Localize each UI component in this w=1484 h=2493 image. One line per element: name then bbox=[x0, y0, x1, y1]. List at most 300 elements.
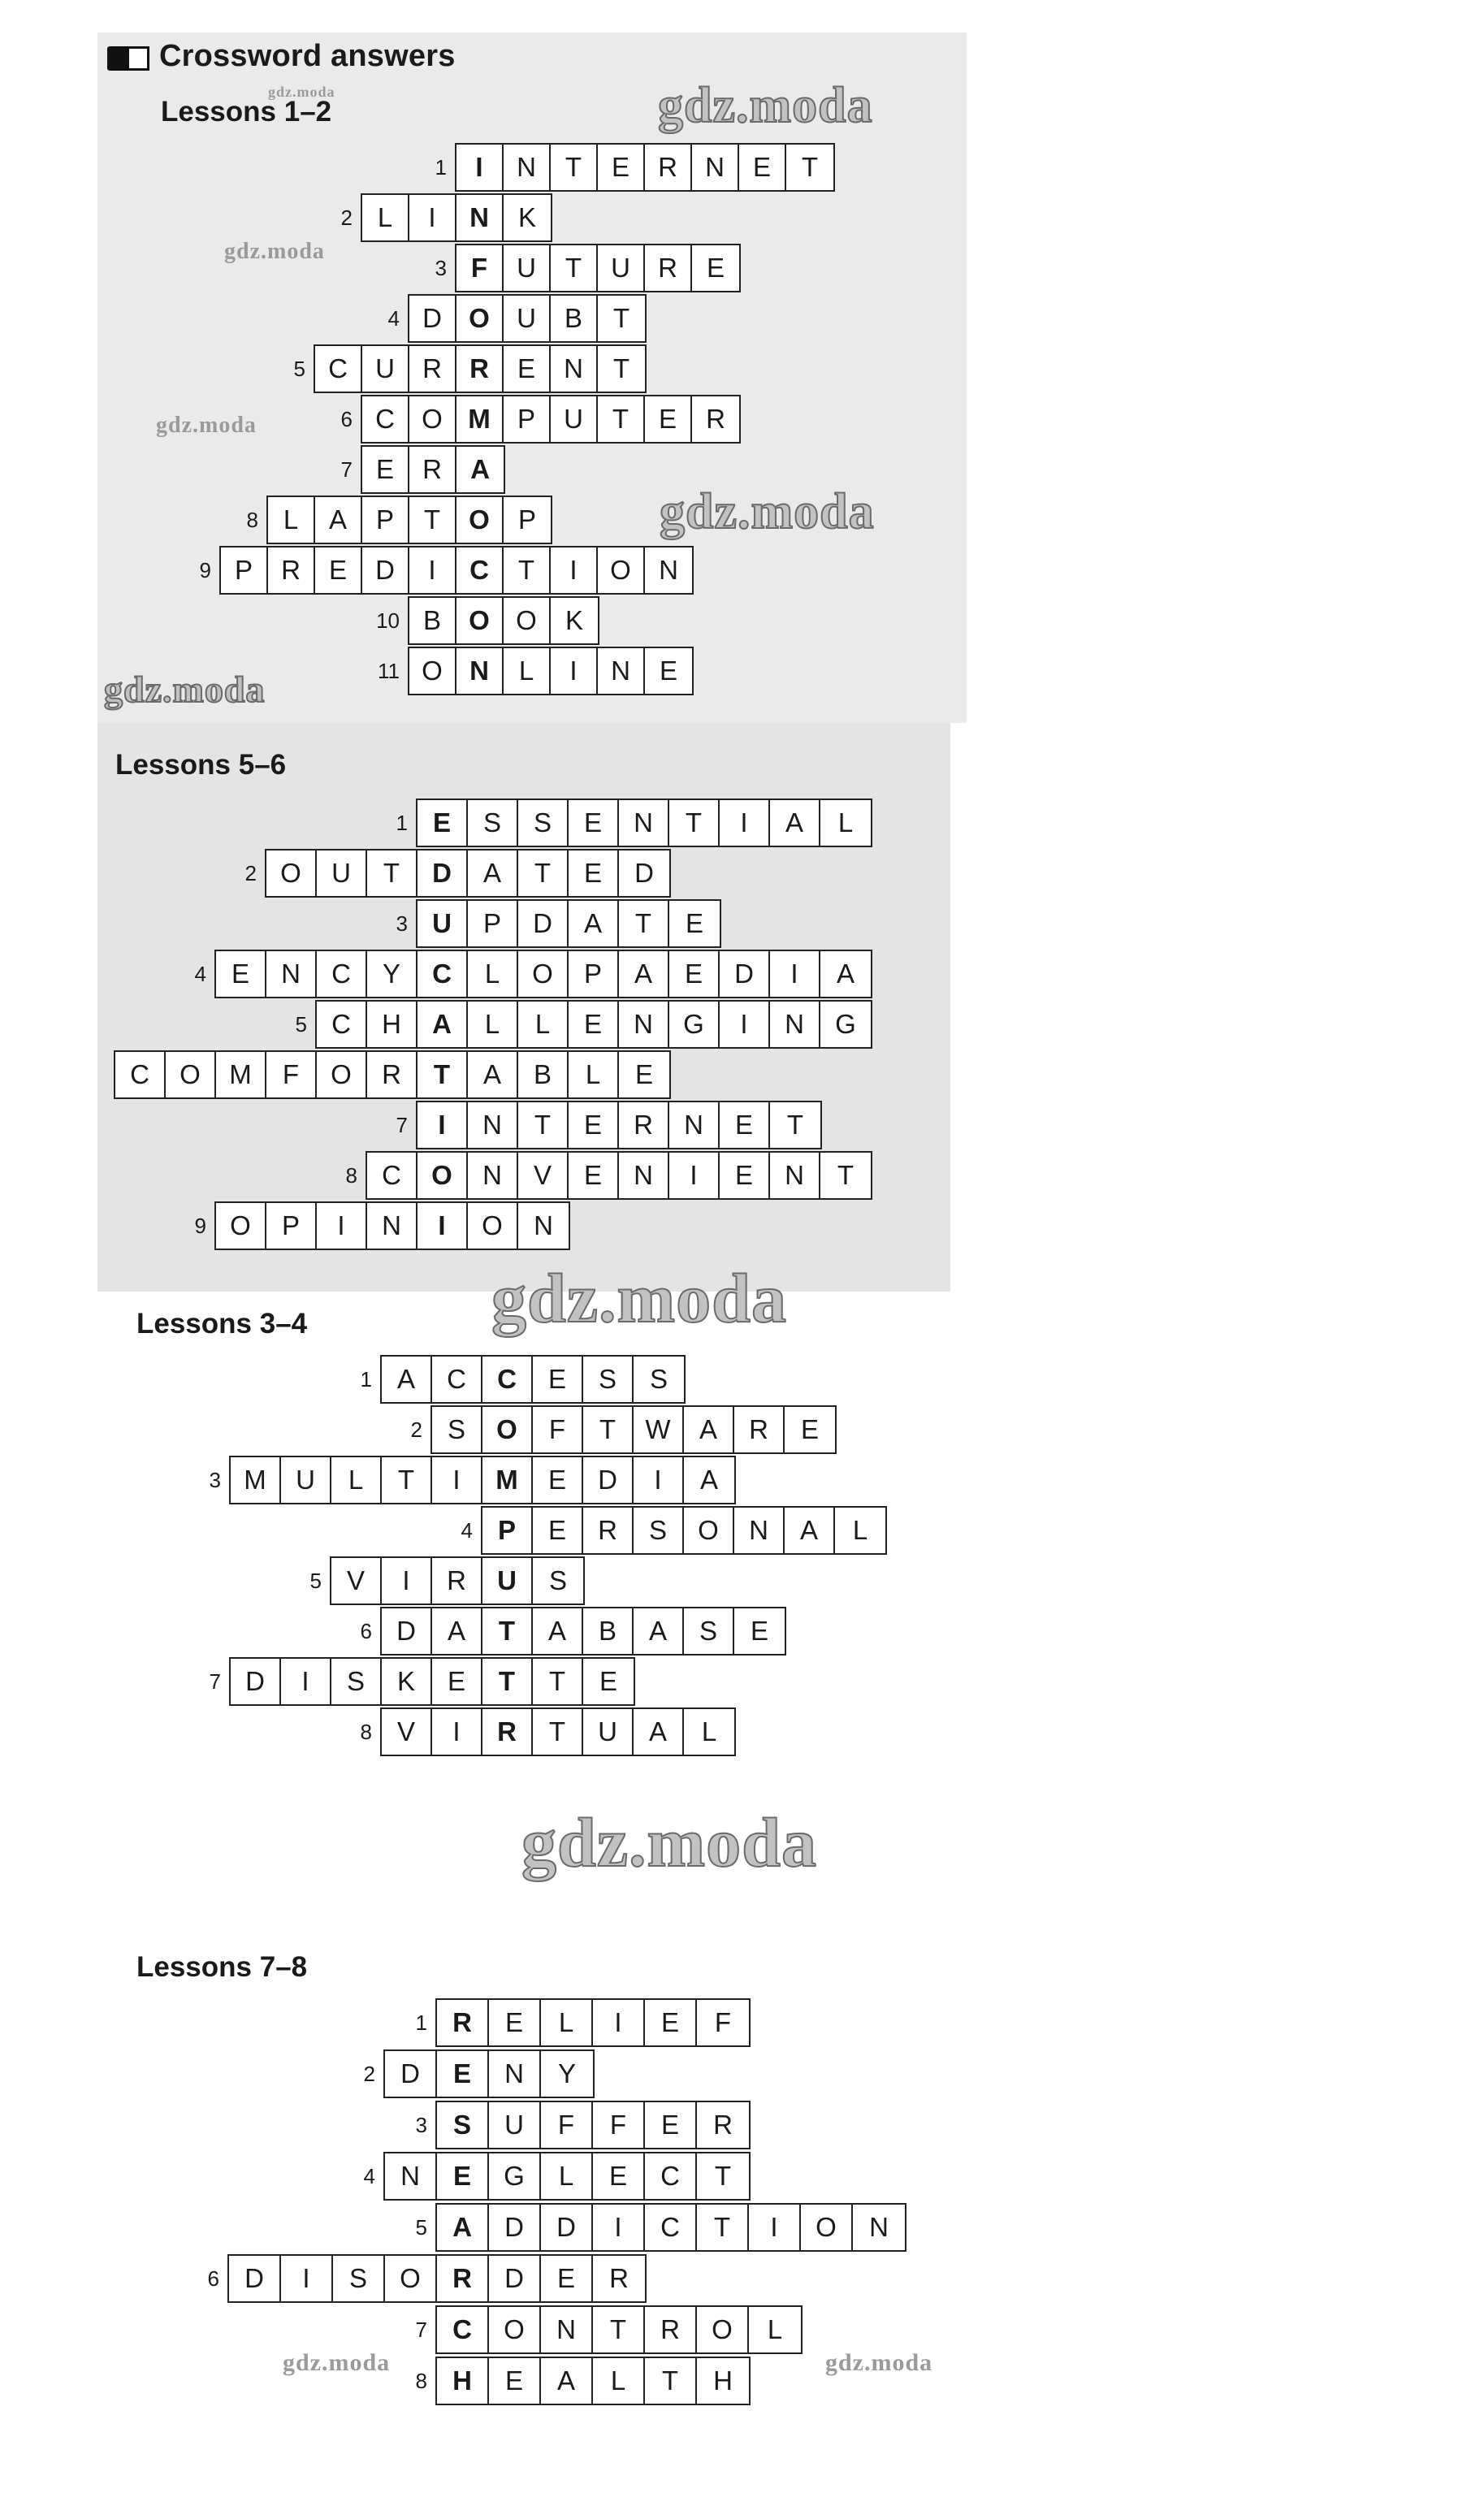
letter-cell: I bbox=[432, 1709, 482, 1755]
answer-cells bbox=[361, 445, 505, 494]
key-letter-cell: T bbox=[482, 1659, 533, 1704]
letter-cell: D bbox=[409, 296, 456, 341]
clue-number: 3 bbox=[435, 255, 447, 280]
letter-cell: T bbox=[598, 346, 645, 392]
clue-number: 1 bbox=[360, 1366, 372, 1391]
puzzle-title: Lessons 1–2 bbox=[161, 96, 332, 128]
key-letter-cell: D bbox=[418, 850, 468, 896]
letter-cell: T bbox=[770, 1102, 820, 1148]
answer-cells bbox=[435, 2357, 751, 2405]
letter-cell: E bbox=[785, 1407, 835, 1452]
key-letter-cell: F bbox=[456, 245, 504, 291]
letter-cell: U bbox=[317, 850, 367, 896]
letter-cell: E bbox=[489, 2000, 541, 2045]
crossword-row bbox=[294, 1556, 585, 1605]
letter-cell: A bbox=[770, 800, 820, 846]
crossword-row bbox=[344, 1707, 736, 1756]
watermark: gdz.moda bbox=[268, 84, 335, 100]
crossword-row bbox=[395, 1405, 837, 1454]
crossword-row bbox=[344, 1607, 786, 1656]
letter-cell: I bbox=[551, 648, 598, 694]
letter-cell: D bbox=[385, 2051, 437, 2097]
letter-cell: A bbox=[684, 1457, 734, 1503]
letter-cell: P bbox=[569, 951, 619, 997]
letter-cell: E bbox=[541, 2256, 593, 2301]
answer-cells bbox=[214, 950, 872, 998]
letter-cell: K bbox=[504, 195, 551, 240]
crossword-row bbox=[78, 1050, 671, 1099]
letter-cell: L bbox=[569, 1052, 619, 1097]
letter-cell: E bbox=[533, 1508, 583, 1553]
letter-cell: O bbox=[684, 1508, 734, 1553]
letter-cell: E bbox=[569, 800, 619, 846]
watermark: gdz.moda bbox=[660, 484, 875, 539]
letter-cell: I bbox=[551, 548, 598, 593]
letter-cell: T bbox=[697, 2153, 749, 2199]
letter-cell: D bbox=[229, 2256, 281, 2301]
crossword-row bbox=[372, 596, 599, 645]
watermark: gdz.moda bbox=[104, 669, 266, 710]
answer-cells bbox=[416, 1101, 822, 1149]
letter-cell: L bbox=[362, 195, 409, 240]
crossword-row bbox=[445, 1506, 887, 1555]
letter-cell: G bbox=[669, 1002, 720, 1047]
letter-cell: N bbox=[619, 1002, 669, 1047]
letter-cell: A bbox=[432, 1608, 482, 1654]
letter-cell: I bbox=[593, 2000, 645, 2045]
letter-cell: E bbox=[669, 951, 720, 997]
key-letter-cell: M bbox=[456, 396, 504, 442]
letter-cell: D bbox=[382, 1608, 432, 1654]
letter-cell: T bbox=[533, 1709, 583, 1755]
letter-cell: T bbox=[409, 497, 456, 543]
page-title: Crossword answers bbox=[159, 39, 456, 73]
letter-cell: T bbox=[504, 548, 551, 593]
letter-cell: E bbox=[645, 2000, 697, 2045]
crossword-row bbox=[193, 1456, 736, 1504]
letter-cell: N bbox=[692, 145, 739, 190]
crossword-row bbox=[419, 244, 741, 292]
letter-cell: A bbox=[684, 1407, 734, 1452]
letter-cell: M bbox=[216, 1052, 266, 1097]
answer-cells bbox=[266, 496, 552, 544]
crossword-row bbox=[179, 950, 872, 998]
letter-cell: E bbox=[669, 901, 720, 946]
crossword-row bbox=[229, 849, 671, 898]
letter-cell: O bbox=[801, 2205, 853, 2250]
letter-cell: N bbox=[367, 1203, 418, 1249]
key-letter-cell: R bbox=[456, 346, 504, 392]
watermark: gdz.moda bbox=[521, 1803, 817, 1881]
letter-cell: C bbox=[645, 2153, 697, 2199]
letter-cell: D bbox=[720, 951, 770, 997]
letter-cell: A bbox=[820, 951, 871, 997]
letter-cell: E bbox=[739, 145, 786, 190]
letter-cell: L bbox=[331, 1457, 382, 1503]
crossword-row bbox=[348, 2152, 751, 2201]
letter-cell: I bbox=[720, 1002, 770, 1047]
letter-cell: T bbox=[583, 1407, 634, 1452]
letter-cell: T bbox=[518, 850, 569, 896]
key-letter-cell: O bbox=[456, 598, 504, 643]
answer-cells bbox=[229, 1657, 635, 1706]
crossword-row bbox=[380, 1101, 822, 1149]
letter-cell: O bbox=[409, 396, 456, 442]
crossword-row bbox=[372, 647, 694, 695]
letter-cell: E bbox=[734, 1608, 785, 1654]
key-letter-cell: E bbox=[437, 2153, 489, 2199]
letter-cell: L bbox=[684, 1709, 734, 1755]
letter-cell: V bbox=[518, 1153, 569, 1198]
clue-number: 8 bbox=[345, 1162, 357, 1188]
key-letter-cell: C bbox=[437, 2307, 489, 2352]
letter-cell: E bbox=[598, 145, 645, 190]
letter-cell: U bbox=[583, 1709, 634, 1755]
letter-cell: A bbox=[541, 2358, 593, 2404]
crossword-row bbox=[325, 395, 741, 444]
letter-cell: N bbox=[619, 1153, 669, 1198]
letter-cell: T bbox=[518, 1102, 569, 1148]
letter-cell: I bbox=[669, 1153, 720, 1198]
letter-cell: T bbox=[820, 1153, 871, 1198]
answer-cells bbox=[214, 1201, 570, 1250]
key-letter-cell: O bbox=[482, 1407, 533, 1452]
letter-cell: N bbox=[645, 548, 692, 593]
letter-cell: F bbox=[541, 2102, 593, 2148]
clue-number: 7 bbox=[209, 1668, 221, 1694]
letter-cell: A bbox=[468, 850, 518, 896]
letter-cell: S bbox=[333, 2256, 385, 2301]
letter-cell: I bbox=[281, 2256, 333, 2301]
letter-cell: E bbox=[569, 1102, 619, 1148]
answer-cells bbox=[380, 1355, 686, 1404]
watermark: gdz.moda bbox=[156, 413, 257, 438]
letter-cell: N bbox=[770, 1153, 820, 1198]
crossword-row bbox=[380, 799, 872, 847]
clue-number: 6 bbox=[360, 1618, 372, 1643]
clue-number: 2 bbox=[244, 860, 257, 885]
crossword-row bbox=[400, 2305, 803, 2354]
answer-cells bbox=[380, 1707, 736, 1756]
key-letter-cell: T bbox=[482, 1608, 533, 1654]
letter-cell: D bbox=[489, 2205, 541, 2250]
letter-cell: L bbox=[541, 2000, 593, 2045]
letter-cell: R bbox=[645, 145, 692, 190]
crossword-row bbox=[344, 1355, 686, 1404]
letter-cell: P bbox=[504, 497, 551, 543]
letter-cell: N bbox=[468, 1102, 518, 1148]
key-letter-cell: R bbox=[437, 2256, 489, 2301]
book-icon bbox=[107, 46, 148, 67]
letter-cell: A bbox=[569, 901, 619, 946]
letter-cell: A bbox=[315, 497, 362, 543]
key-letter-cell: I bbox=[456, 145, 504, 190]
letter-cell: A bbox=[533, 1608, 583, 1654]
key-letter-cell: E bbox=[437, 2051, 489, 2097]
letter-cell: C bbox=[115, 1052, 166, 1097]
letter-cell: T bbox=[786, 145, 833, 190]
letter-cell: D bbox=[231, 1659, 281, 1704]
clue-number: 1 bbox=[435, 154, 447, 180]
letter-cell: E bbox=[720, 1102, 770, 1148]
letter-cell: N bbox=[598, 648, 645, 694]
letter-cell: T bbox=[645, 2358, 697, 2404]
letter-cell: O bbox=[385, 2256, 437, 2301]
letter-cell: L bbox=[468, 951, 518, 997]
letter-cell: N bbox=[541, 2307, 593, 2352]
letter-cell: I bbox=[409, 548, 456, 593]
letter-cell: O bbox=[504, 598, 551, 643]
letter-cell: L bbox=[593, 2358, 645, 2404]
key-letter-cell: P bbox=[482, 1508, 533, 1553]
clue-number: 10 bbox=[376, 608, 400, 633]
letter-cell: E bbox=[432, 1659, 482, 1704]
letter-cell: D bbox=[362, 548, 409, 593]
answer-cells bbox=[383, 2049, 595, 2098]
key-letter-cell: H bbox=[437, 2358, 489, 2404]
letter-cell: G bbox=[820, 1002, 871, 1047]
letter-cell: N bbox=[468, 1153, 518, 1198]
letter-cell: C bbox=[315, 346, 362, 392]
letter-cell: O bbox=[166, 1052, 216, 1097]
letter-cell: S bbox=[583, 1357, 634, 1402]
key-letter-cell: R bbox=[482, 1709, 533, 1755]
letter-cell: F bbox=[697, 2000, 749, 2045]
letter-cell: U bbox=[598, 245, 645, 291]
answer-cells bbox=[455, 143, 835, 192]
letter-cell: R bbox=[619, 1102, 669, 1148]
clue-number: 2 bbox=[340, 205, 353, 230]
letter-cell: R bbox=[268, 548, 315, 593]
key-letter-cell: T bbox=[418, 1052, 468, 1097]
letter-cell: A bbox=[382, 1357, 432, 1402]
clue-number: 11 bbox=[378, 658, 400, 683]
letter-cell: I bbox=[409, 195, 456, 240]
clue-number: 4 bbox=[387, 305, 400, 331]
letter-cell: L bbox=[541, 2153, 593, 2199]
letter-cell: N bbox=[385, 2153, 437, 2199]
letter-cell: H bbox=[697, 2358, 749, 2404]
letter-cell: R bbox=[697, 2102, 749, 2148]
clue-number: 8 bbox=[360, 1719, 372, 1744]
clue-number: 2 bbox=[410, 1417, 422, 1442]
letter-cell: O bbox=[697, 2307, 749, 2352]
letter-cell: K bbox=[551, 598, 598, 643]
letter-cell: P bbox=[266, 1203, 317, 1249]
letter-cell: T bbox=[382, 1457, 432, 1503]
key-letter-cell: M bbox=[482, 1457, 533, 1503]
letter-cell: K bbox=[382, 1659, 432, 1704]
letter-cell: E bbox=[362, 447, 409, 492]
answer-cells bbox=[416, 899, 721, 948]
letter-cell: V bbox=[382, 1709, 432, 1755]
letter-cell: I bbox=[770, 951, 820, 997]
letter-cell: B bbox=[409, 598, 456, 643]
letter-cell: I bbox=[432, 1457, 482, 1503]
letter-cell: N bbox=[770, 1002, 820, 1047]
letter-cell: N bbox=[518, 1203, 569, 1249]
letter-cell: S bbox=[331, 1659, 382, 1704]
letter-cell: A bbox=[634, 1608, 684, 1654]
letter-cell: D bbox=[489, 2256, 541, 2301]
crossword-row bbox=[372, 294, 647, 343]
letter-cell: R bbox=[367, 1052, 418, 1097]
letter-cell: D bbox=[619, 850, 669, 896]
letter-cell: T bbox=[697, 2205, 749, 2250]
letter-cell: F bbox=[533, 1407, 583, 1452]
crossword-row bbox=[400, 2203, 906, 2252]
letter-cell: C bbox=[362, 396, 409, 442]
letter-cell: N bbox=[504, 145, 551, 190]
key-letter-cell: A bbox=[456, 447, 504, 492]
clue-number: 2 bbox=[363, 2061, 375, 2086]
letter-cell: R bbox=[734, 1407, 785, 1452]
answer-cells bbox=[435, 2203, 906, 2252]
letter-cell: O bbox=[468, 1203, 518, 1249]
key-letter-cell: A bbox=[418, 1002, 468, 1047]
letter-cell: I bbox=[593, 2205, 645, 2250]
watermark: gdz.moda bbox=[491, 1259, 787, 1337]
letter-cell: U bbox=[281, 1457, 331, 1503]
key-letter-cell: O bbox=[456, 296, 504, 341]
letter-cell: L bbox=[835, 1508, 885, 1553]
letter-cell: E bbox=[619, 1052, 669, 1097]
puzzle-title: Lessons 3–4 bbox=[136, 1308, 308, 1340]
letter-cell: E bbox=[504, 346, 551, 392]
clue-number: 3 bbox=[396, 911, 408, 936]
clue-number: 8 bbox=[246, 507, 258, 532]
letter-cell: T bbox=[551, 245, 598, 291]
key-letter-cell: O bbox=[456, 497, 504, 543]
letter-cell: I bbox=[749, 2205, 801, 2250]
answer-cells bbox=[430, 1405, 837, 1454]
letter-cell: E bbox=[593, 2153, 645, 2199]
letter-cell: Y bbox=[541, 2051, 593, 2097]
letter-cell: I bbox=[317, 1203, 367, 1249]
letter-cell: O bbox=[518, 951, 569, 997]
letter-cell: C bbox=[317, 951, 367, 997]
letter-cell: R bbox=[583, 1508, 634, 1553]
letter-cell: L bbox=[518, 1002, 569, 1047]
letter-cell: T bbox=[551, 145, 598, 190]
answer-cells bbox=[229, 1456, 736, 1504]
answer-cells bbox=[366, 1151, 872, 1200]
letter-cell: R bbox=[409, 447, 456, 492]
letter-cell: L bbox=[468, 1002, 518, 1047]
clue-number: 9 bbox=[194, 1213, 206, 1238]
letter-cell: T bbox=[598, 396, 645, 442]
letter-cell: B bbox=[583, 1608, 634, 1654]
clue-number: 7 bbox=[396, 1112, 408, 1137]
letter-cell: I bbox=[382, 1558, 432, 1604]
puzzle-title: Lessons 5–6 bbox=[115, 749, 287, 781]
letter-cell: E bbox=[489, 2358, 541, 2404]
puzzle-title: Lessons 7–8 bbox=[136, 1951, 308, 1983]
key-letter-cell: I bbox=[418, 1203, 468, 1249]
letter-cell: E bbox=[315, 548, 362, 593]
answer-cells bbox=[380, 1607, 786, 1656]
watermark: gdz.moda bbox=[658, 78, 873, 133]
letter-cell: T bbox=[619, 901, 669, 946]
letter-cell: O bbox=[317, 1052, 367, 1097]
crossword-row bbox=[325, 193, 552, 242]
letter-cell: O bbox=[409, 648, 456, 694]
letter-cell: B bbox=[551, 296, 598, 341]
letter-cell: D bbox=[583, 1457, 634, 1503]
clue-number: 4 bbox=[461, 1517, 473, 1543]
answer-cells bbox=[481, 1506, 887, 1555]
crossword-row bbox=[380, 899, 721, 948]
letter-cell: S bbox=[468, 800, 518, 846]
crossword-row bbox=[400, 2357, 751, 2405]
letter-cell: C bbox=[645, 2205, 697, 2250]
letter-cell: N bbox=[853, 2205, 905, 2250]
letter-cell: E bbox=[720, 1153, 770, 1198]
letter-cell: N bbox=[551, 346, 598, 392]
letter-cell: E bbox=[692, 245, 739, 291]
key-letter-cell: C bbox=[456, 548, 504, 593]
key-letter-cell: S bbox=[437, 2102, 489, 2148]
clue-number: 9 bbox=[199, 557, 211, 582]
letter-cell: M bbox=[231, 1457, 281, 1503]
letter-cell: E bbox=[533, 1357, 583, 1402]
answer-cells bbox=[435, 2101, 751, 2149]
answer-cells bbox=[383, 2152, 751, 2201]
letter-cell: C bbox=[367, 1153, 418, 1198]
crossword-row bbox=[400, 1998, 751, 2047]
letter-cell: E bbox=[533, 1457, 583, 1503]
crossword-row bbox=[192, 2254, 647, 2303]
answer-cells bbox=[435, 1998, 751, 2047]
letter-cell: S bbox=[684, 1608, 734, 1654]
answer-cells bbox=[361, 395, 741, 444]
letter-cell: S bbox=[533, 1558, 583, 1604]
crossword-row bbox=[400, 2101, 751, 2149]
letter-cell: L bbox=[820, 800, 871, 846]
key-letter-cell: N bbox=[456, 648, 504, 694]
answer-cells bbox=[314, 344, 647, 393]
crossword-row bbox=[325, 445, 505, 494]
letter-cell: I bbox=[281, 1659, 331, 1704]
answer-cells bbox=[219, 546, 694, 595]
answer-cells bbox=[114, 1050, 671, 1099]
clue-number: 6 bbox=[340, 406, 353, 431]
key-letter-cell: N bbox=[456, 195, 504, 240]
letter-cell: G bbox=[489, 2153, 541, 2199]
letter-cell: H bbox=[367, 1002, 418, 1047]
letter-cell: F bbox=[593, 2102, 645, 2148]
letter-cell: C bbox=[432, 1357, 482, 1402]
key-letter-cell: O bbox=[418, 1153, 468, 1198]
letter-cell: A bbox=[634, 1709, 684, 1755]
letter-cell: T bbox=[533, 1659, 583, 1704]
clue-number: 5 bbox=[293, 356, 305, 381]
crossword-row bbox=[419, 143, 835, 192]
letter-cell: N bbox=[619, 800, 669, 846]
letter-cell: A bbox=[468, 1052, 518, 1097]
letter-cell: E bbox=[216, 951, 266, 997]
letter-cell: U bbox=[504, 296, 551, 341]
clue-number: 5 bbox=[295, 1011, 307, 1037]
crossword-row bbox=[179, 1201, 570, 1250]
letter-cell: Y bbox=[367, 951, 418, 997]
answer-cells bbox=[408, 294, 647, 343]
clue-number: 1 bbox=[415, 2010, 427, 2035]
answer-cells bbox=[330, 1556, 585, 1605]
letter-cell: W bbox=[634, 1407, 684, 1452]
letter-cell: P bbox=[468, 901, 518, 946]
letter-cell: C bbox=[317, 1002, 367, 1047]
